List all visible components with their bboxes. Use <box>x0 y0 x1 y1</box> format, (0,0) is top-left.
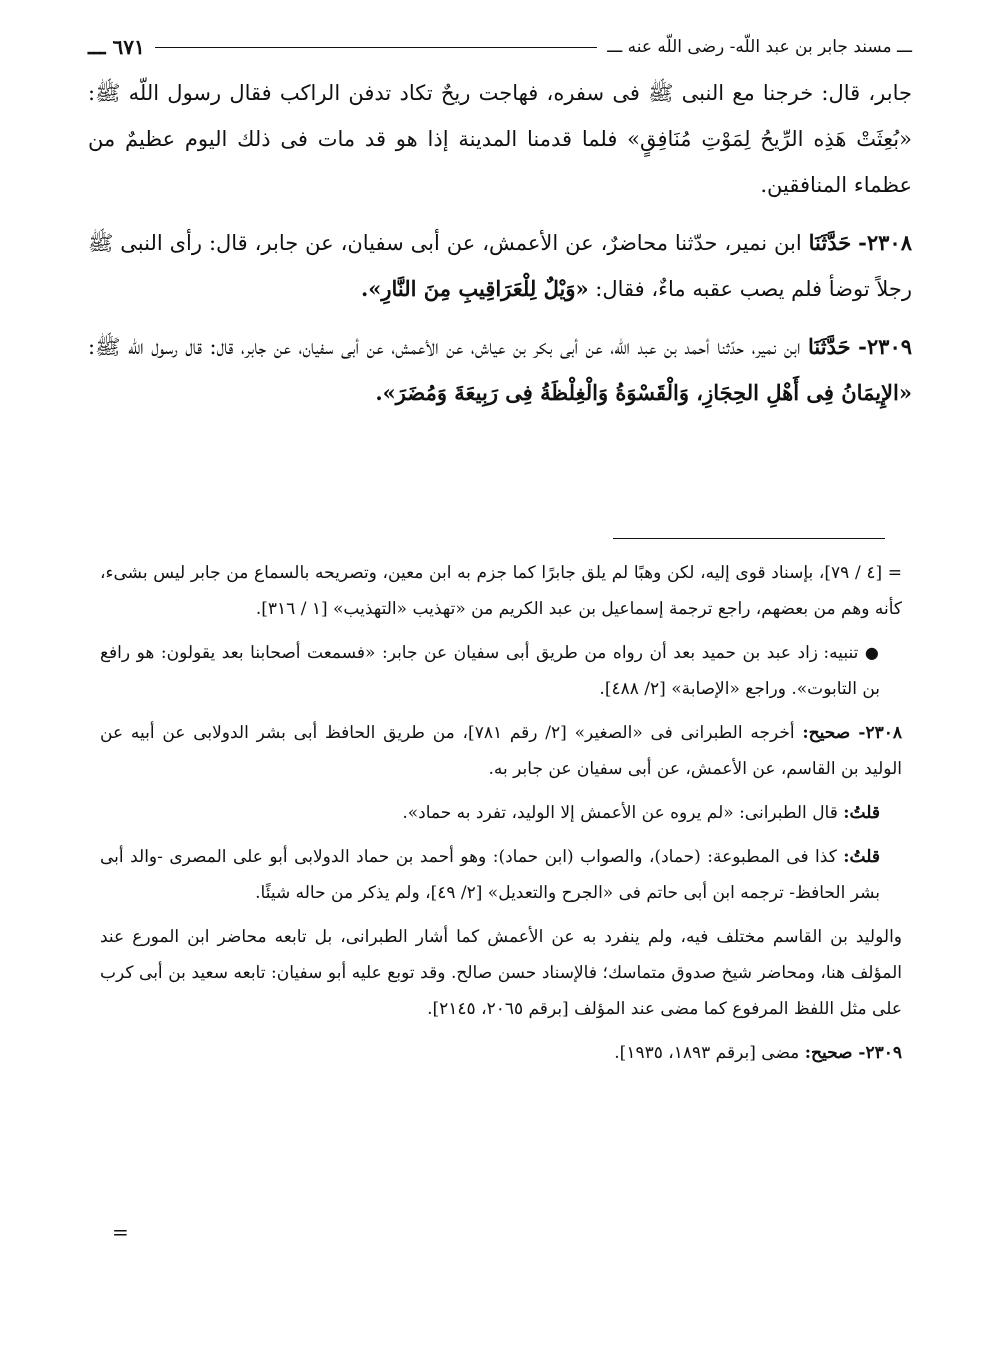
footnote-continuation: = [٤ / ٧٩]، بإسناد قوى إليه، لكن وهبًا لم يلق جابرًا كما جزم به ابن معين، وتصريحه بالسماع من جابر ليس بشىء، كأنه وهم من بعضهم، راجع ترجمة إسماعيل بن عبد الكريم من «تهذيب «التهذيب» [١ / ٣١٦]. <box>100 563 902 619</box>
hadith-matn: «الإِيمَانُ فِى أَهْلِ الحِجَازِ، وَالْقَسْوَةُ وَالْغِلْظَةُ فِى رَبِيعَةَ وَمُضَرَ». <box>375 380 912 405</box>
hadith-number: ٢٣٠٩- <box>858 334 913 359</box>
hadith-isnad: ابن نمير، حدّثنا أحمد بن عبد اللّه، عن أبى بكر بن عياش، عن الأعمش، عن أبى سفيان، عن جابر، قال: قال رسول اللّه ﷺ: <box>88 335 801 359</box>
footnote-label: قلتُ: <box>843 803 880 823</box>
hadith-isnad: ابن نمير، حدّثنا محاضرٌ، عن الأعمش، عن أبى سفيان، عن جابر، قال: رأى النبى ﷺ رجلاً توضأ فلم يصب عقبه ماءٌ، فقال: <box>88 231 912 301</box>
footnote-text: مضى [برقم ١٨٩٣، ١٩٣٥]. <box>614 1043 800 1063</box>
footnote-text: أخرجه الطبرانى فى «الصغير» [٢/ رقم ٧٨١]، من طريق الحافظ أبى بشر الدولابى عن أبيه عن الوليد بن القاسم، عن الأعمش، عن أبى سفيان عن جابر به. <box>100 723 902 779</box>
footnote-text: قال الطبرانى: «لم يروه عن الأعمش إلا الوليد، تفرد به حماد». <box>402 803 838 823</box>
running-header <box>88 30 912 64</box>
page-number: ٦٧١ ـــ <box>88 35 145 59</box>
hadith-2309 <box>88 324 912 416</box>
footnote-2308 <box>100 715 902 787</box>
hadith-2307-continuation: جابر، قال: خرجنا مع النبى ﷺ فى سفره، فهاجت ريحٌ تكاد تدفن الراكب فقال رسول اللّه ﷺ: «بُعِثَتْ هَذِه الرِّيحُ لِمَوْتِ مُنَافِقٍ» فلما قدمنا المدينة إذا هو قد مات فى ذلك اليوم عظيمٌ من عظماء المنافقين. <box>88 81 912 197</box>
footnote-label: قلتُ: <box>843 847 880 867</box>
footnote-label: ٢٣٠٨- صحيح: <box>802 723 903 743</box>
hadith-lead: حَدَّثَنَا <box>808 230 852 255</box>
footnote-2309 <box>100 1035 902 1071</box>
footnote-divider <box>613 538 885 539</box>
footnote-note-text: تنبيه: زاد عبد بن حميد بعد أن رواه من طريق أبى سفيان عن جابر: «فسمعت أصحابنا بعد يقولون: هو رافع بن التابوت». وراجع «الإصابة» [٢/ ٤٨٨]. <box>100 643 880 699</box>
header-title: ـــ مسند جابر بن عبد اللّه- رضى اللّه عنه ـــ <box>607 37 912 57</box>
hadith-2308 <box>88 220 912 312</box>
footnote-text: كذا فى المطبوعة: (حماد)، والصواب (ابن حماد): وهو أحمد بن حماد الدولابى أبو على المصرى -والد أبى بشر الحافظ- ترجمه ابن أبى حاتم فى «الجرح والتعديل» [٢/ ٤٩]، ولم يذكر من حاله شيئًا. <box>100 847 880 903</box>
hadith-number: ٢٣٠٨- <box>858 230 912 255</box>
footnote-qultu-1 <box>100 795 902 831</box>
header-rule <box>155 47 597 48</box>
footnote-qultu-2 <box>100 839 902 911</box>
footnote-walid: والوليد بن القاسم مختلف فيه، ولم ينفرد به عن الأعمش كما أشار الطبرانى، بل تابعه محاضر ابن المورع عند المؤلف هنا، ومحاضر شيخ صدوق متماسك؛ فالإسناد حسن صالح. وقد توبع عليه أبو سفيان: تابعه سعيد بن أبى كرب على مثل اللفظ المرفوع كما مضى عند المؤلف [برقم ٢٠٦٥، ٢١٤٥]. <box>100 927 902 1019</box>
continuation-mark: = <box>112 1220 129 1244</box>
main-text <box>88 70 912 428</box>
footnote-note <box>100 635 902 707</box>
hadith-matn: «وَيْلٌ لِلْعَرَاقِيبِ مِنَ النَّارِ». <box>360 276 589 301</box>
hadith-lead: حَدَّثَنَا <box>808 334 851 359</box>
footnotes <box>100 555 902 1079</box>
footnote-label: ٢٣٠٩- صحيح: <box>804 1043 902 1063</box>
bullet-icon: ● <box>864 643 881 662</box>
